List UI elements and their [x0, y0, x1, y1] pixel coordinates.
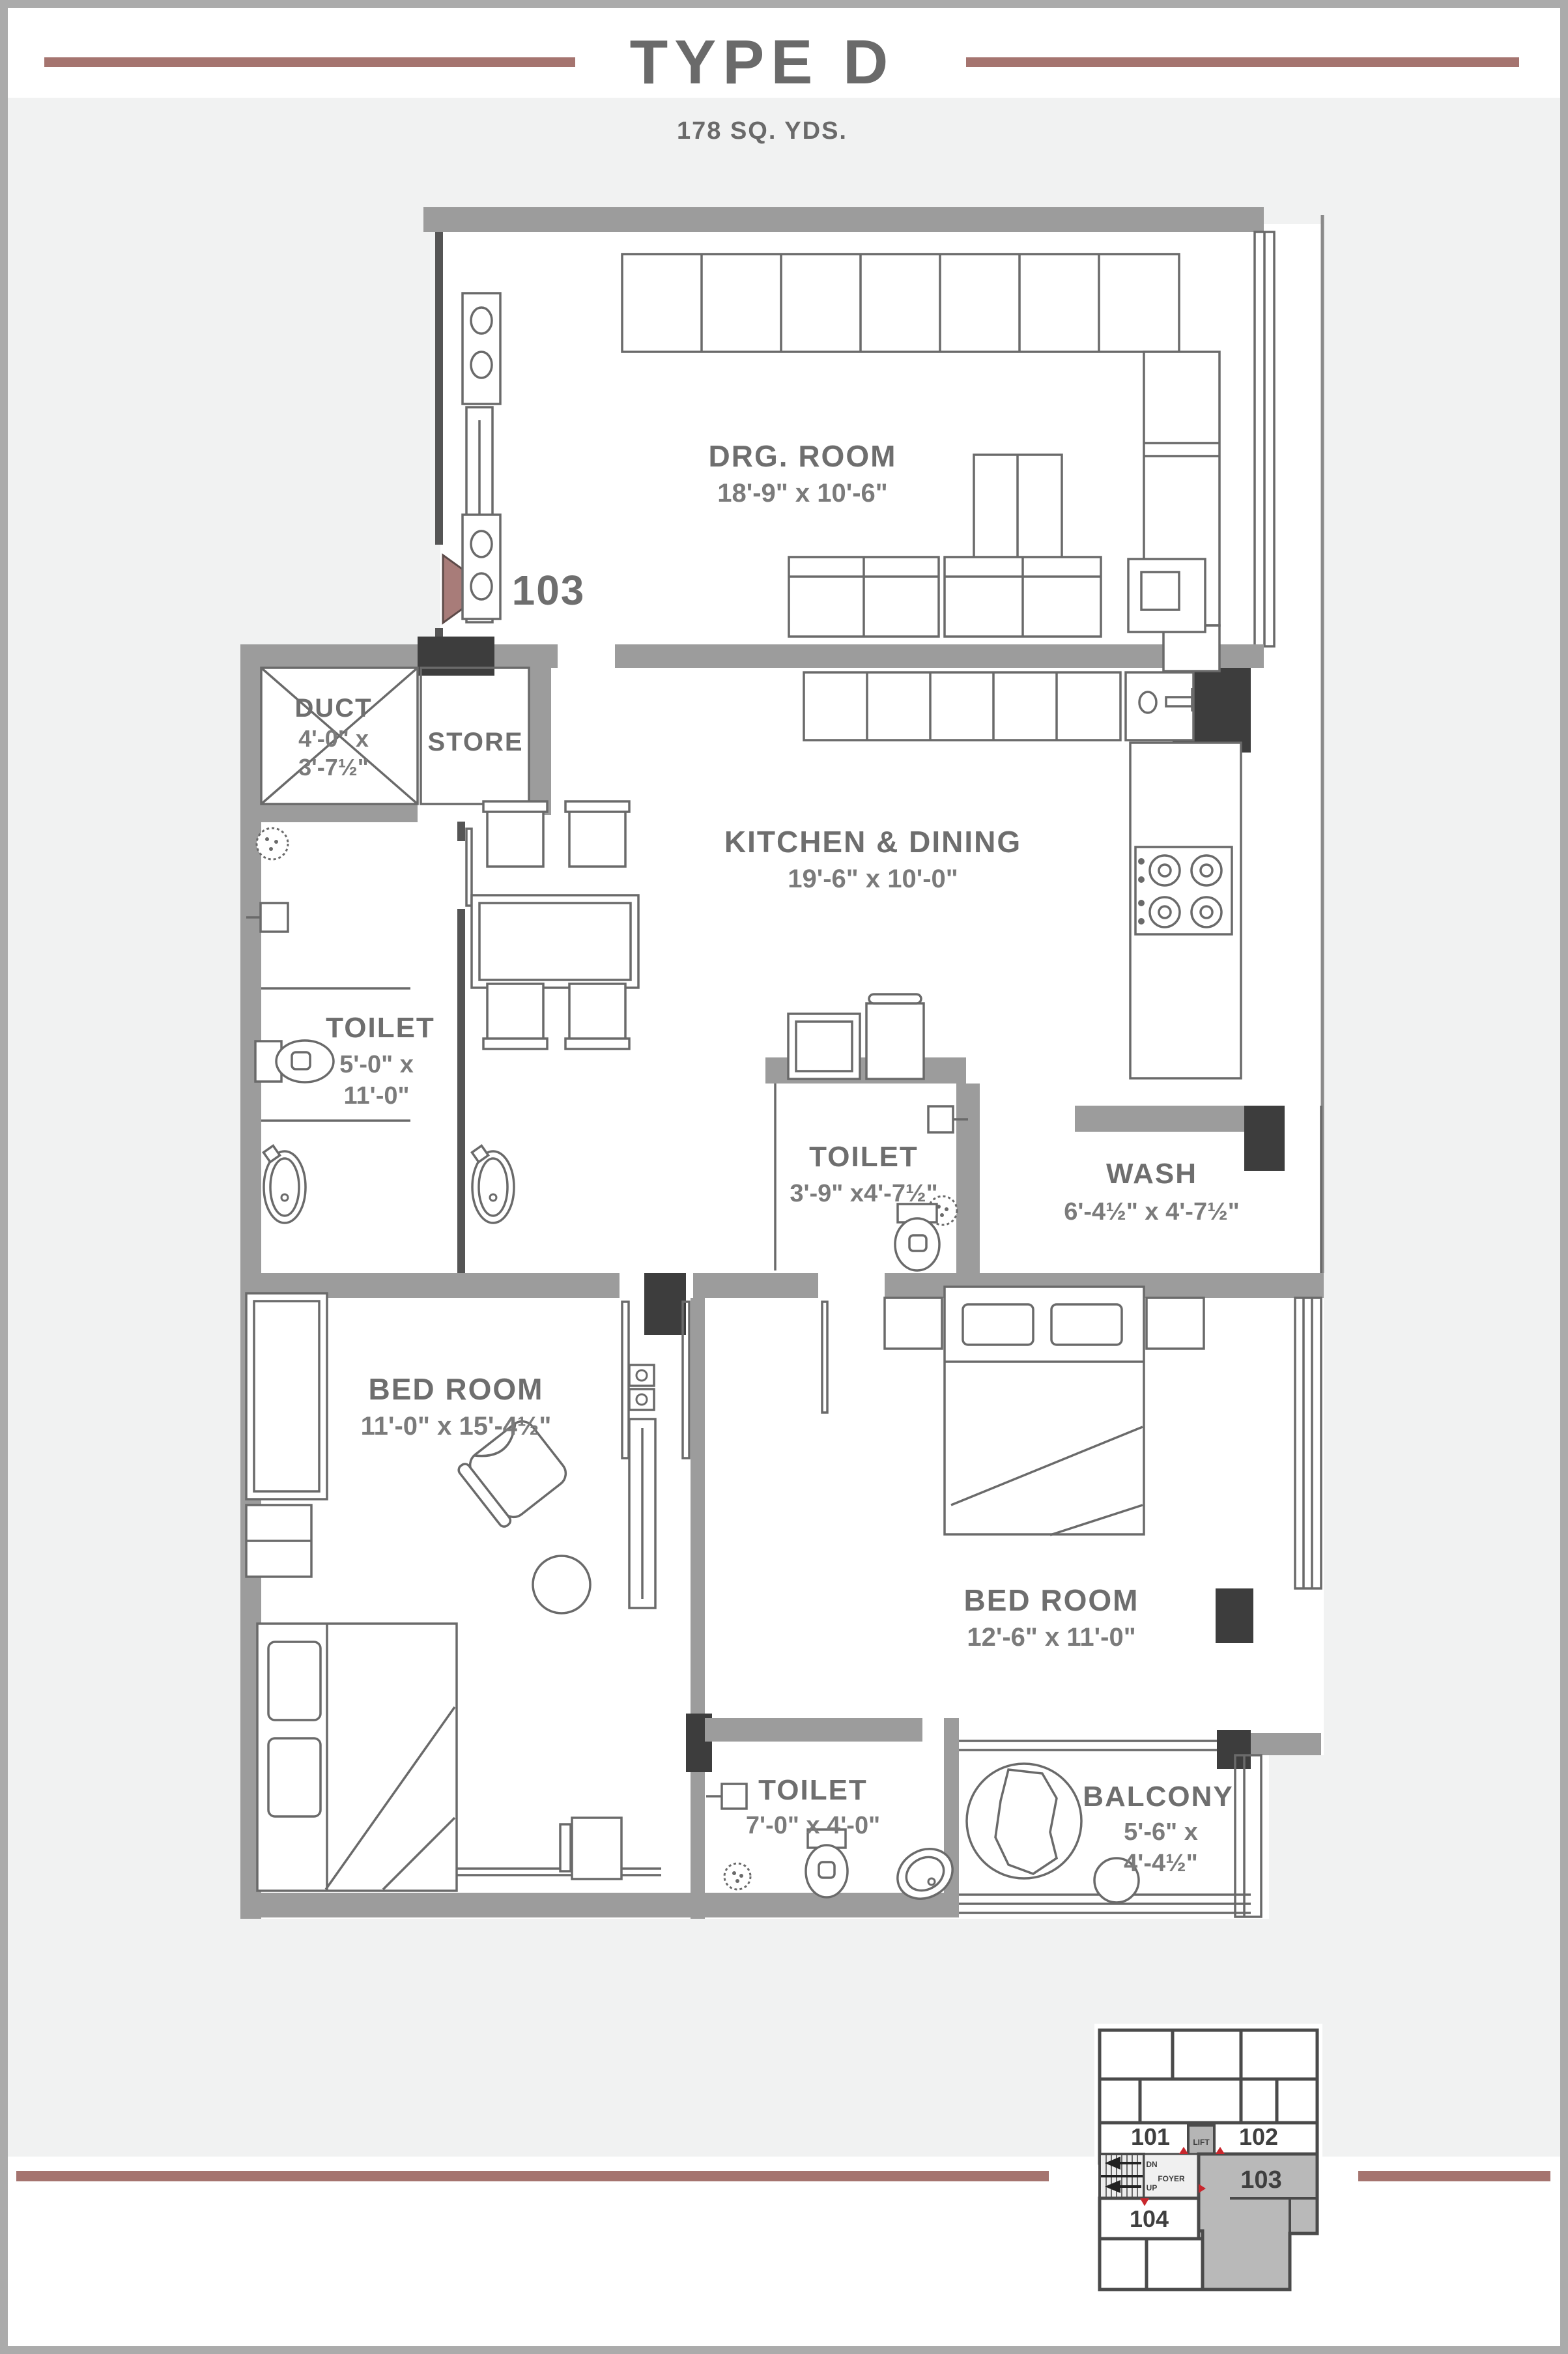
- toilet1-label: TOILET: [326, 1012, 435, 1044]
- wash-label: WASH: [1106, 1158, 1197, 1190]
- duct-dim1: 4'-0" x: [298, 725, 369, 752]
- page-subtitle: 178 SQ. YDS.: [677, 117, 848, 145]
- wash-dim: 6'-4½" x 4'-7½": [1064, 1198, 1240, 1226]
- toilet2-label: TOILET: [809, 1141, 919, 1173]
- toilet1-dim2: 11'-0": [343, 1082, 410, 1110]
- drg-room-dim: 18'-9" x 10'-6": [717, 479, 888, 508]
- title-rule-right: [966, 57, 1519, 67]
- kitchen-dim: 19'-6" x 10'-0": [788, 865, 958, 893]
- balcony-label: BALCONY: [1083, 1781, 1234, 1813]
- key-unit-104-label: 104: [1129, 2205, 1169, 2232]
- key-lift-label: LIFT: [1193, 2138, 1210, 2147]
- balcony-dim2: 4'-4½": [1124, 1850, 1198, 1877]
- footer-rule-left: [16, 2171, 1049, 2181]
- toilet3-dim: 7'-0" x 4'-0": [745, 1812, 881, 1839]
- floor-patch-right: [1269, 1755, 1324, 1919]
- key-unit-101-label: 101: [1130, 2123, 1171, 2150]
- bedroom2-label: BED ROOM: [963, 1583, 1139, 1617]
- bedroom1-dim: 11'-0" x 15'-4½": [360, 1412, 552, 1441]
- toilet3-label: TOILET: [758, 1774, 868, 1806]
- bedroom2-dim: 12'-6" x 11'-0": [967, 1623, 1136, 1652]
- key-unit-102-label: 102: [1238, 2123, 1279, 2150]
- store-label: STORE: [427, 728, 524, 756]
- key-unit-103-label: 103: [1240, 2166, 1282, 2194]
- key-foyer-label: FOYER: [1158, 2174, 1185, 2183]
- key-dn-label: DN: [1146, 2160, 1158, 2169]
- duct-dim2: 3'-7½": [298, 754, 369, 781]
- duct-label: DUCT: [294, 694, 373, 723]
- balcony-dim1: 5'-6" x: [1124, 1818, 1198, 1846]
- toilet1-dim1: 5'-0" x: [339, 1051, 414, 1078]
- key-plan: [1094, 2024, 1322, 2297]
- bedroom1-label: BED ROOM: [368, 1372, 544, 1406]
- entry-unit-label: 103: [511, 567, 586, 614]
- kitchen-label: KITCHEN & DINING: [724, 825, 1022, 859]
- page-title: TYPE D: [629, 27, 895, 97]
- toilet2-dim: 3'-9" x4'-7½": [790, 1180, 938, 1207]
- key-up-label: UP: [1146, 2183, 1158, 2192]
- footer-rule-right: [1358, 2171, 1550, 2181]
- title-rule-left: [44, 57, 575, 67]
- drg-room-label: DRG. ROOM: [708, 439, 897, 473]
